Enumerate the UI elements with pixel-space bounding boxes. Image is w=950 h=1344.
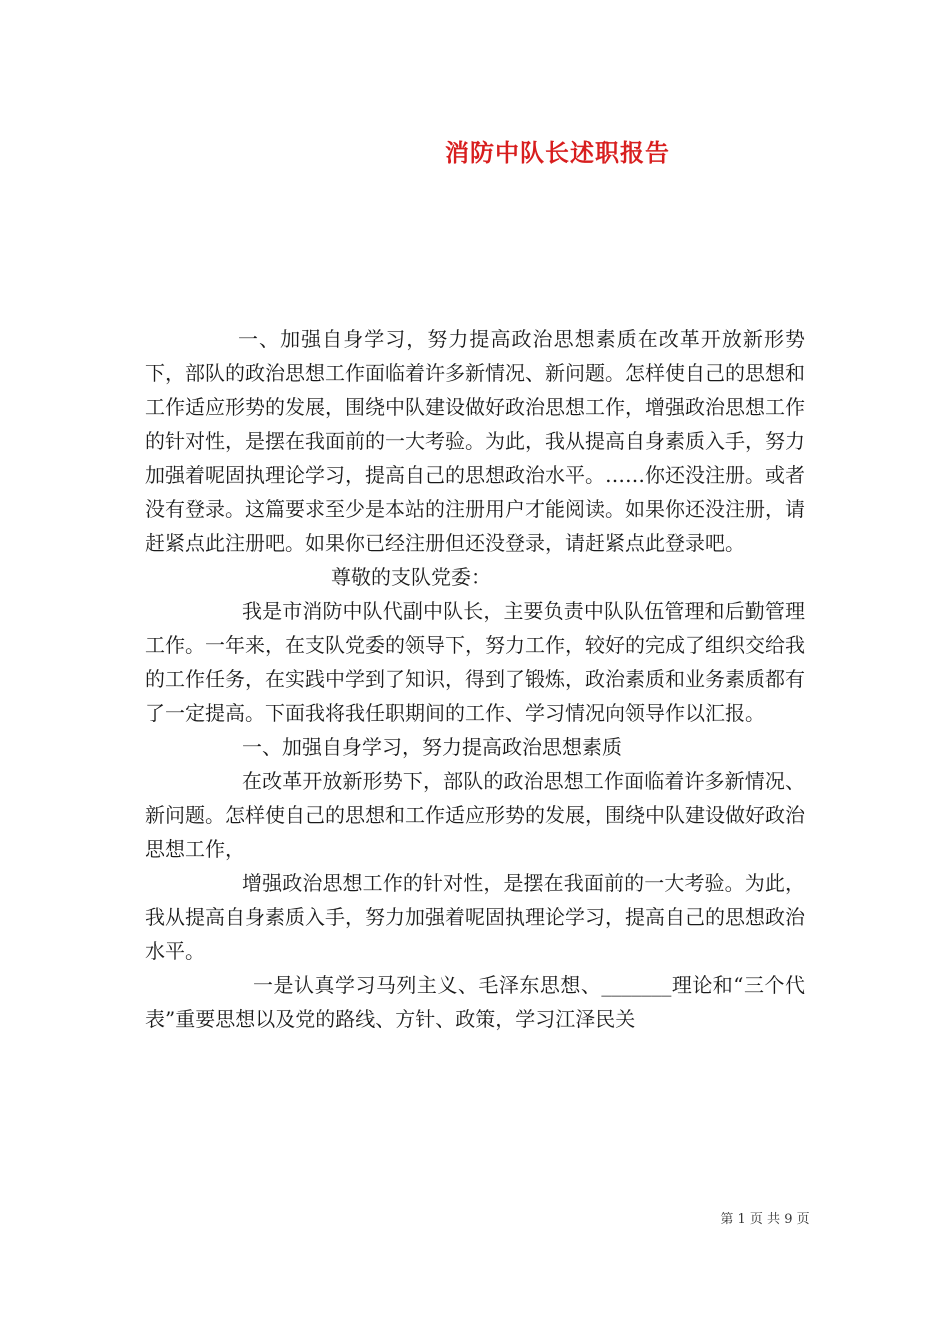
paragraph-summary: 一、加强自身学习，努力提高政治思想素质在改革开放新形势下，部队的政治思想工作面临着许多新情况、新问题。怎样使自己的思想和工作适应形势的发展，围绕中队建设做好政治思想工作，增强政治思想工作的针对性，是摆在我面前的一大考验。为此，我从提高自身素质入手，努力加强着呢固执理论学习，提高自己的思想政治水平。……你还没注册。或者没有登录。这篇要求至少是本站的注册用户才能阅读。如果你还没注册，请赶紧点此注册吧。如果你已经注册但还没登录，请赶紧点此登录吧。 [145, 327, 805, 555]
paragraph-section-1: 在改革开放新形势下，部队的政治思想工作面临着许多新情况、新问题。怎样使自己的思想和工作适应形势的发展，围绕中队建设做好政治思想工作， [145, 769, 805, 861]
paragraph-salutation: 尊敬的支队党委： [331, 565, 491, 589]
page-number: 第 1 页 共 9 页 [720, 1212, 810, 1227]
paragraph-section-2: 增强政治思想工作的针对性，是摆在我面前的一大考验。为此，我从提高自身素质入手，努力加强着呢固执理论学习，提高自己的思想政治水平。 [145, 871, 805, 963]
section-heading: 一、加强自身学习，努力提高政治思想素质 [242, 735, 622, 759]
paragraph-intro: 我是市消防中队代副中队长，主要负责中队队伍管理和后勤管理工作。一年来，在支队党委的领导下，努力工作，较好的完成了组织交给我的工作任务，在实践中学到了知识，得到了锻炼，政治素质和业务素质都有了一定提高。下面我将我任职期间的工作、学习情况向领导作以汇报。 [145, 599, 805, 725]
document-body [145, 322, 805, 1036]
document-title: 消防中队长述职报告 [445, 138, 670, 167]
paragraph-point-1: 一是认真学习马列主义、毛泽东思想、_______理论和“三个代表”重要思想以及党的路线、方针、政策，学习江泽民关 [145, 973, 805, 1031]
